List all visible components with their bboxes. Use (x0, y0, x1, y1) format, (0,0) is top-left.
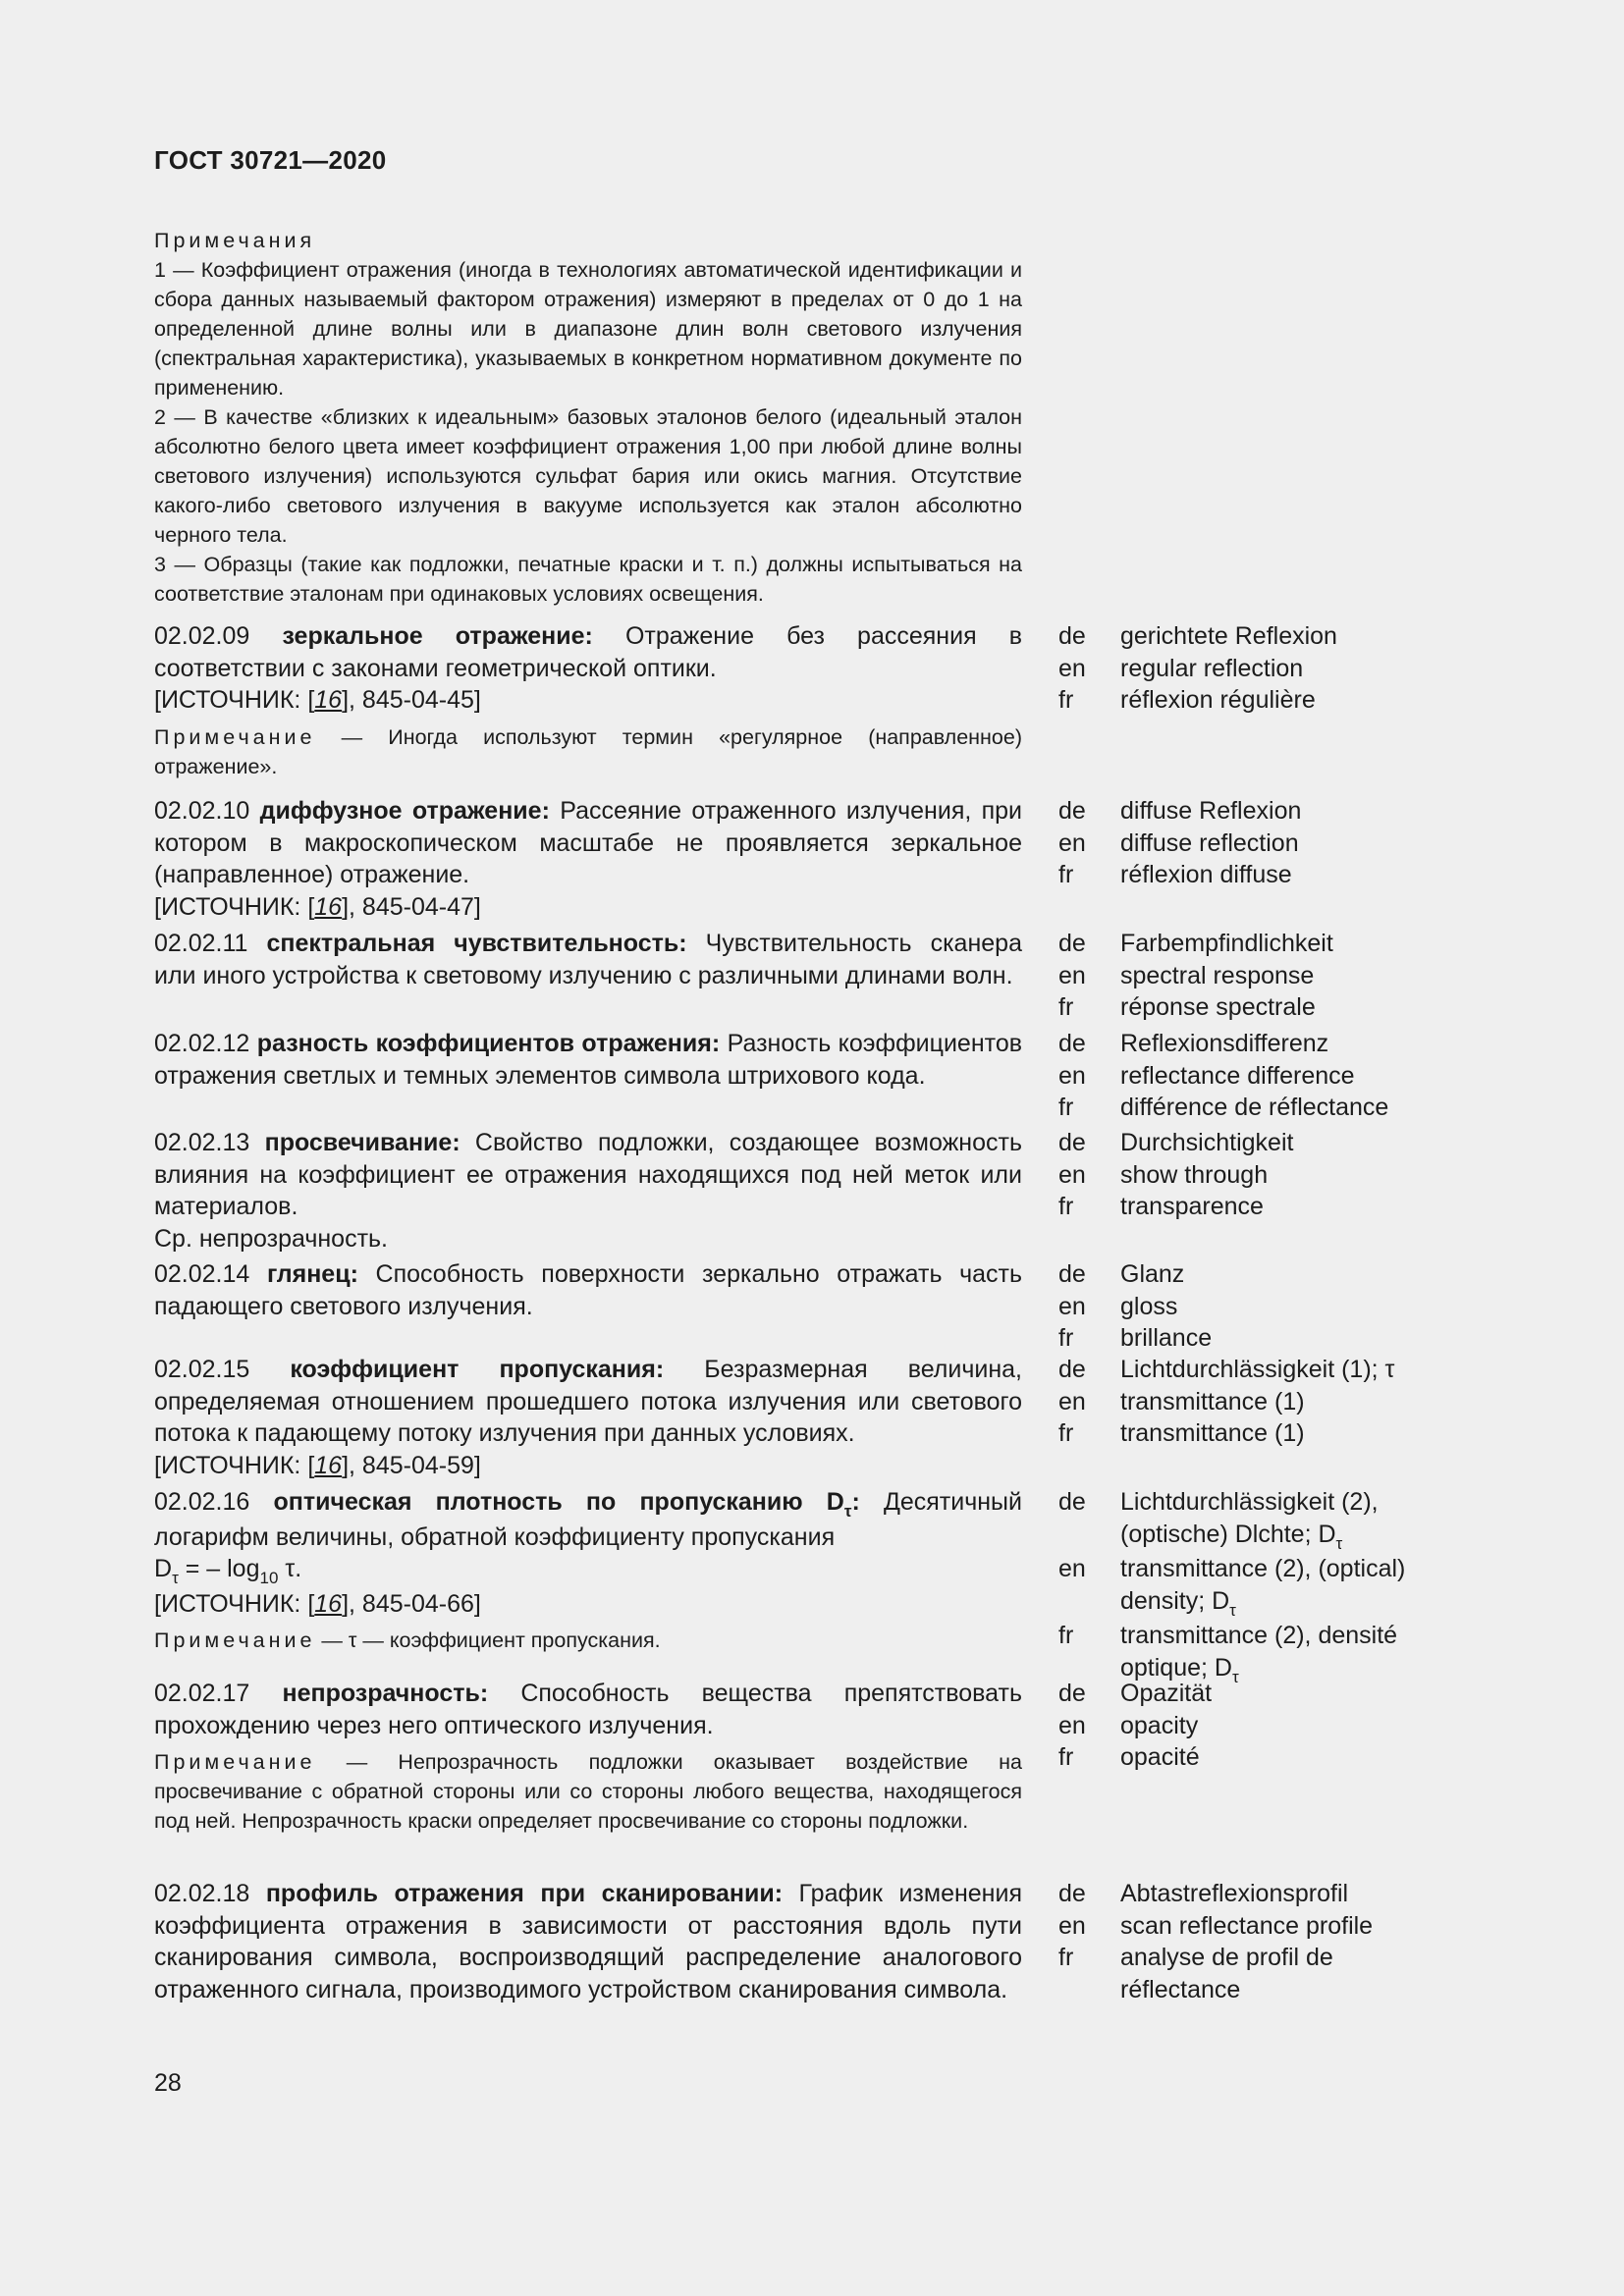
equivalents-02-02-15: de Lichtdurchlässigkeit (1); τ en transmittance (1) fr transmittance (1) (1058, 1354, 1451, 1450)
notes-block (154, 226, 1022, 609)
entry-number: 02.02.09 (154, 622, 250, 650)
eq-fr: réponse spectrale (1120, 993, 1316, 1021)
entry-note: Примечание — Непрозрачность подложки оказывает воздействие на просвечивание с обратной стороны или со стороны любого вещества, находящегося под ней. Непрозрачность краски определяет просвечивание со стороны подложки. (154, 1750, 1022, 1833)
entry-number: 02.02.10 (154, 797, 250, 825)
entry-number: 02.02.16 (154, 1488, 250, 1516)
entry-note: Примечание — τ — коэффициент пропускания. (154, 1629, 661, 1652)
document-header: ГОСТ 30721—2020 (154, 145, 387, 175)
entry-term: глянец: (266, 1260, 358, 1288)
eq-de: Abtastreflexionsprofil (1120, 1880, 1349, 1907)
eq-de: Opazität (1120, 1680, 1213, 1707)
equivalents-02-02-11: de Farbempfindlichkeit en spectral response fr réponse spectrale (1058, 928, 1451, 1024)
equivalents-02-02-16: de Lichtdurchlässigkeit (2), (optische) Dlchte; $D_\tau$ en transmittance (2), (optical) density; $D_\tau$ fr transmittance (2), densité optique; $D_\tau$ (1058, 1486, 1451, 1686)
entry-number: 02.02.11 (154, 930, 248, 957)
eq-en: diffuse reflection (1120, 828, 1299, 857)
entry-02-02-16 (154, 1486, 1022, 1655)
entry-02-02-10 (154, 795, 1022, 923)
eq-de: Farbempfindlichkeit (1120, 930, 1333, 957)
eq-fr: opacité (1120, 1743, 1200, 1771)
eq-de: Durchsichtigkeit (1120, 1129, 1294, 1156)
equivalents-02-02-17: de Opazität en opacity fr opacité (1058, 1678, 1451, 1774)
entry-term: спектральная чувствительность: (266, 930, 687, 957)
entry-number: 02.02.15 (154, 1356, 250, 1383)
entry-source: [ИСТОЧНИК: [16], 845-04-59] (154, 1451, 481, 1479)
note-item-3: 3 — Образцы (такие как подложки, печатные краски и т. п.) должны испытываться на соответствие эталонам при одинаковых условиях освещения. (154, 553, 1022, 606)
entry-02-02-13 (154, 1127, 1022, 1255)
entry-02-02-09 (154, 620, 1022, 781)
entry-source: [ИСТОЧНИК: [16], 845-04-66] (154, 1589, 481, 1618)
entry-term: профиль отражения при сканировании: (265, 1880, 784, 1907)
eq-de: gerichtete Reflexion (1120, 622, 1337, 650)
entry-term: зеркальное отражение: (282, 622, 593, 650)
eq-fr: réflexion régulière (1120, 686, 1316, 714)
entry-definition: График изменения коэффициента отражения в зависимости от расстояния вдоль пути сканирования символа, воспроизводящий распределение аналогового отраженного сигнала, производимого устройством сканирования символа. (154, 1880, 1022, 2003)
eq-en: opacity (1120, 1711, 1199, 1739)
page-number: 28 (154, 2069, 182, 2097)
equivalents-02-02-14: de Glanz en gloss fr brillance (1058, 1258, 1451, 1355)
source-link[interactable]: 16 (314, 1589, 343, 1618)
eq-fr: transmittance (2), densité optique; $D_\tau$ (1120, 1622, 1398, 1686)
eq-en: show through (1120, 1160, 1269, 1189)
eq-de: diffuse Reflexion (1120, 797, 1302, 825)
eq-en: gloss (1120, 1292, 1178, 1320)
entry-term: оптическая плотность по пропусканию $D_\tau$: (273, 1488, 860, 1521)
entry-number: 02.02.13 (154, 1129, 250, 1156)
eq-en: transmittance (2), (optical) density; $D_\tau$ (1120, 1555, 1406, 1620)
eq-fr: réflexion diffuse (1120, 861, 1292, 888)
note-item-1: 1 — Коэффициент отражения (иногда в технологиях автоматической идентификации и сбора данных называемый фактором отражения) измеряют в пределах от 0 до 1 на определенной длине волны или в диапазоне длин волн светового излучения (спектральная характеристика), указываемых в конкретном нормативном документе по применению. (154, 258, 1022, 400)
entry-number: 02.02.14 (154, 1260, 250, 1288)
entry-definition: Десятичный логарифм величины, обратной коэффициенту пропускания (154, 1488, 1022, 1551)
eq-fr: analyse de profil de réflectance (1120, 1944, 1333, 2003)
entry-02-02-12 (154, 1028, 1022, 1092)
source-link[interactable]: 16 (314, 1451, 343, 1479)
eq-en: scan reflectance profile (1120, 1911, 1374, 1940)
equivalents-02-02-18: de Abtastreflexionsprofil en scan reflectance profile fr analyse de profil de réflectance (1058, 1878, 1451, 2005)
eq-en: spectral response (1120, 961, 1315, 989)
entry-note: Примечание — Иногда используют термин «регулярное (направленное) отражение». (154, 724, 1022, 778)
notes-heading: Примечания (154, 229, 316, 252)
eq-de: Glanz (1120, 1260, 1185, 1288)
eq-en: reflectance difference (1120, 1061, 1355, 1090)
entry-number: 02.02.17 (154, 1680, 250, 1707)
entry-definition: Способность вещества препятствовать прохождению через него оптического излучения. (154, 1680, 1022, 1739)
entry-02-02-11 (154, 928, 1022, 991)
eq-fr: transparence (1120, 1193, 1264, 1220)
entry-definition: Рассеяние отраженного излучения, при котором в макроскопическом масштабе не проявляется зеркальное (направленное) отражение. (154, 797, 1022, 888)
entry-cross-reference: Ср. непрозрачность. (154, 1224, 389, 1253)
equivalents-02-02-09: de gerichtete Reflexion en regular reflection fr réflexion régulière (1058, 620, 1451, 717)
entry-02-02-15 (154, 1354, 1022, 1481)
equivalents-02-02-10: de diffuse Reflexion en diffuse reflection fr réflexion diffuse (1058, 795, 1451, 891)
eq-fr: brillance (1120, 1324, 1213, 1352)
entry-definition: Отражение без рассеяния в соответствии с законами геометрической оптики. (154, 622, 1022, 682)
entry-source: [ИСТОЧНИК: [16], 845-04-47] (154, 892, 481, 921)
eq-fr: transmittance (1) (1120, 1419, 1305, 1447)
entry-term: диффузное отражение: (259, 797, 550, 825)
entry-term: коэффициент пропускания: (290, 1356, 665, 1383)
entry-term: непрозрачность: (282, 1680, 489, 1707)
entry-02-02-18 (154, 1878, 1022, 2005)
note-item-2: 2 — В качестве «близких к идеальным» базовых эталонов белого (идеальный эталон абсолютно белого цвета имеет коэффициент отражения 1,00 при любой длине волны светового излучения) используются сульфат бария или окись магния. Отсутствие какого-либо светового излучения в вакууме используется как эталон абсолютно черного тела. (154, 405, 1022, 547)
entry-formula: $D_\tau$ = – $\log_{10} \tau$. (154, 1555, 302, 1587)
entry-definition: Чувствительность сканера или иного устройства к световому излучению с различными длинами волн. (154, 930, 1022, 989)
eq-de: Lichtdurchlässigkeit (1); τ (1120, 1356, 1395, 1383)
entry-definition: Свойство подложки, создающее возможность влияния на коэффициент ее отражения находящихся под ней меток или материалов. (154, 1129, 1022, 1220)
equivalents-02-02-13: de Durchsichtigkeit en show through fr transparence (1058, 1127, 1451, 1223)
entry-source: [ИСТОЧНИК: [16], 845-04-45] (154, 686, 481, 714)
entry-definition: Разность коэффициентов отражения светлых и темных элементов символа штрихового кода. (154, 1030, 1022, 1090)
entry-definition: Способность поверхности зеркально отражать часть падающего светового излучения. (154, 1260, 1022, 1320)
entry-02-02-14 (154, 1258, 1022, 1322)
entry-number: 02.02.18 (154, 1880, 250, 1907)
eq-en: transmittance (1) (1120, 1387, 1305, 1415)
entry-term: разность коэффициентов отражения: (256, 1030, 721, 1057)
eq-fr: différence de réflectance (1120, 1094, 1389, 1121)
eq-en: regular reflection (1120, 654, 1304, 682)
source-link[interactable]: 16 (314, 686, 343, 714)
entry-term: просвечивание: (264, 1129, 460, 1156)
source-link[interactable]: 16 (314, 892, 343, 921)
entry-02-02-17 (154, 1678, 1022, 1836)
entry-definition: Безразмерная величина, определяемая отношением прошедшего потока излучения или светового потока к падающему потоку излучения при данных условиях. (154, 1356, 1022, 1447)
eq-de: Reflexionsdifferenz (1120, 1030, 1329, 1057)
entry-number: 02.02.12 (154, 1030, 250, 1057)
equivalents-02-02-12: de Reflexionsdifferenz en reflectance difference fr différence de réflectance (1058, 1028, 1451, 1124)
eq-de: Lichtdurchlässigkeit (2), (optische) Dlchte; $D_\tau$ (1120, 1488, 1379, 1553)
